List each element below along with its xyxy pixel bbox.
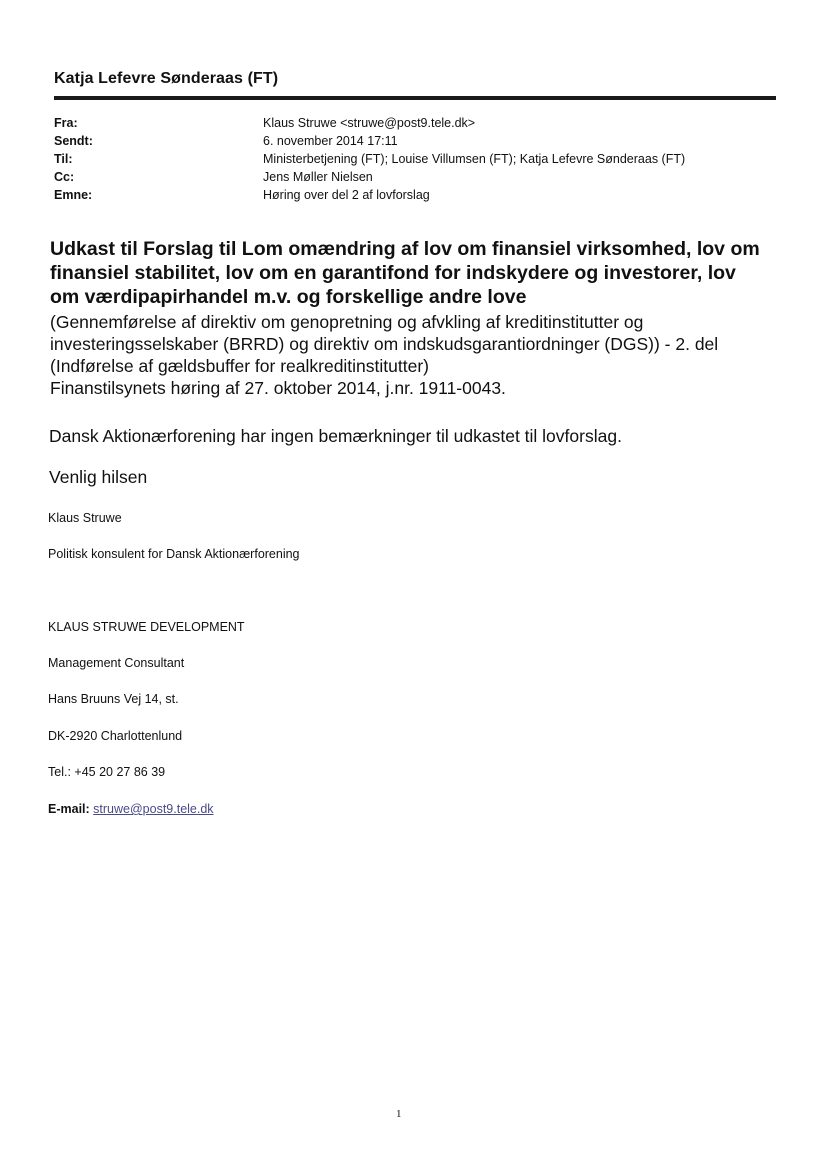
header-label: Fra: (54, 116, 78, 130)
bill-subtitle (50, 311, 780, 399)
statement: Dansk Aktionærforening har ingen bemærkninger til udkastet til lovforslag. (49, 426, 622, 446)
signature-company: KLAUS STRUWE DEVELOPMENT (48, 620, 245, 634)
greeting: Venlig hilsen (49, 467, 148, 487)
header-row-to (54, 150, 774, 168)
bill-subtitle-line: (Gennemførelse af direktiv om genopretning og afvkling af kreditinstitutter og (50, 312, 644, 332)
signature-email-row (48, 801, 214, 817)
header-value-subject: Høring over del 2 af lovforslag (263, 188, 430, 202)
signature-address-street: Hans Bruuns Vej 14, st. (48, 692, 179, 706)
bill-title (50, 237, 780, 309)
bill-title-line: Udkast til Forslag til Lom omændring af lov om finansiel virksomhed, lov om (50, 238, 760, 260)
email-label: E-mail: (48, 802, 90, 816)
bill-title-line: finansiel stabilitet, lov om en garantifond for indskydere og investorer, lov (50, 262, 736, 284)
bill-title-line: om værdipapirhandel m.v. og forskellige andre love (50, 286, 527, 308)
header-label: Til: (54, 152, 73, 166)
header-row-sent (54, 132, 774, 150)
bill-subtitle-line: (Indførelse af gældsbuffer for realkreditinstitutter) (50, 356, 430, 376)
header-row-from (54, 114, 774, 132)
header-label: Sendt: (54, 134, 93, 148)
signature-name: Klaus Struwe (48, 511, 122, 525)
header-value-sent: 6. november 2014 17:11 (263, 134, 398, 148)
header-value-to: Ministerbetjening (FT); Louise Villumsen (FT); Katja Lefevre Sønderaas (FT) (263, 152, 686, 166)
header-label: Emne: (54, 188, 93, 202)
bill-subtitle-line: Finanstilsynets høring af 27. oktober 2014, j.nr. 1911-0043. (50, 378, 506, 398)
bill-subtitle-line: investeringsselskaber (BRRD) og direktiv om indskudsgarantiordninger (DGS)) - 2. del (50, 334, 719, 354)
mailbox-owner: Katja Lefevre Sønderaas (FT) (54, 70, 279, 87)
signature-role: Politisk konsulent for Dansk Aktionærforening (48, 547, 300, 561)
email-headers (54, 114, 774, 204)
header-divider (54, 96, 776, 100)
header-label: Cc: (54, 170, 75, 184)
header-row-cc (54, 168, 774, 186)
signature-title: Management Consultant (48, 656, 185, 670)
signature-address-city: DK-2920 Charlottenlund (48, 729, 183, 743)
header-row-subject (54, 186, 774, 204)
email-link[interactable]: struwe@post9.tele.dk (93, 802, 214, 816)
page-number: 1 (396, 1108, 402, 1120)
header-value-cc: Jens Møller Nielsen (263, 170, 373, 184)
signature-phone: Tel.: +45 20 27 86 39 (48, 765, 166, 779)
header-value-from: Klaus Struwe <struwe@post9.tele.dk> (263, 116, 476, 130)
